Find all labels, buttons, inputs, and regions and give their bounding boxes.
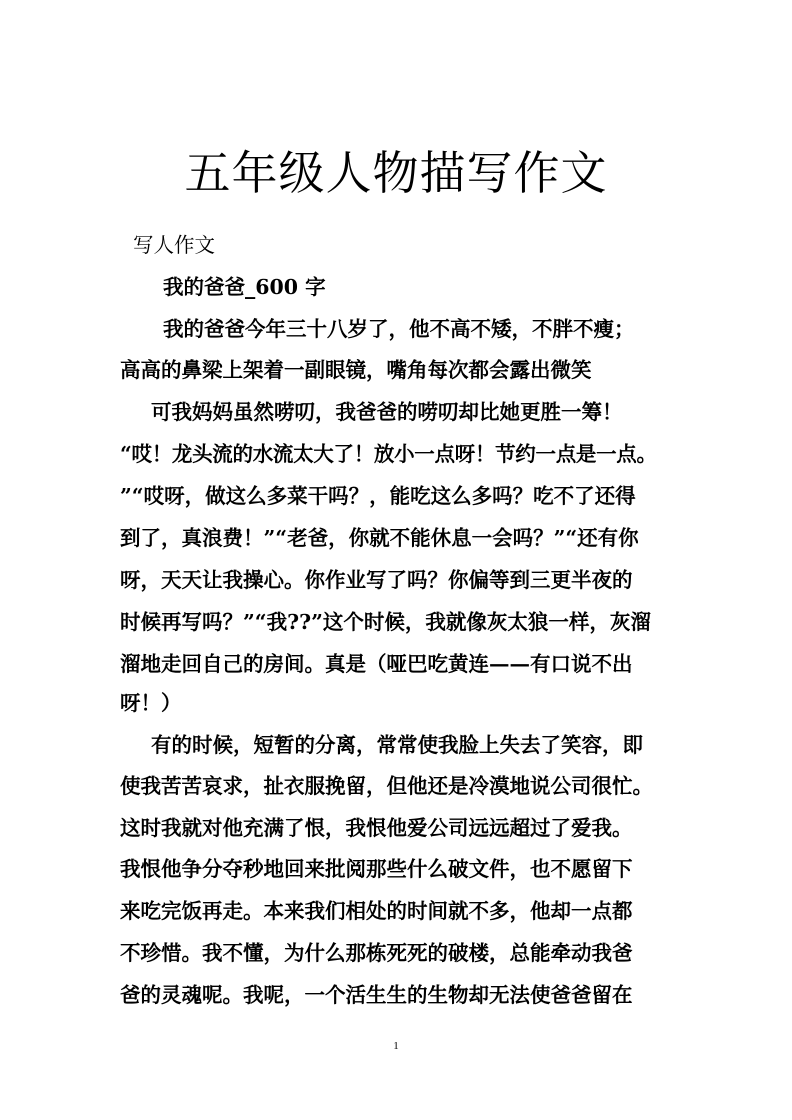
paragraph-line: 来吃完饭再走。本来我们相处的时间就不多，他却一点都	[120, 899, 633, 923]
paragraph-line: 呀！）	[120, 691, 182, 715]
paragraph-line: 这时我就对他充满了恨，我恨他爱公司远远超过了爱我。	[120, 816, 633, 840]
paragraph-line: 溜地走回自己的房间。真是（哑巴吃黄连——有口说不出	[120, 652, 633, 676]
paragraph-line: ”“哎呀，做这么多菜干吗？，能吃这么多吗？吃不了还得	[120, 484, 636, 508]
paragraph-line: 时候再写吗？”“我??”这个时候，我就像灰太狼一样，灰溜	[120, 610, 651, 634]
paragraph-line: 爸的灵魂呢。我呢，一个活生生的生物却无法使爸爸留在	[120, 983, 633, 1007]
essay-title: 我的爸爸_600 字	[163, 275, 326, 299]
paragraph-line: 使我苦苦哀求，扯衣服挽留，但他还是冷漠地说公司很忙。	[120, 774, 653, 798]
paragraph-line: 我的爸爸今年三十八岁了，他不高不矮，不胖不瘦；	[163, 317, 635, 341]
paragraph-line: 我恨他争分夺秒地回来批阅那些什么破文件，也不愿留下	[120, 857, 633, 881]
paragraph-line: “哎！龙头流的水流太大了！放小一点呀！节约一点是一点。	[120, 442, 657, 466]
category-heading: 写人作文	[133, 233, 215, 257]
paragraph-line: 不珍惜。我不懂，为什么那栋死死的破楼，总能牵动我爸	[120, 941, 633, 965]
paragraph-line: 高高的鼻梁上架着一副眼镜，嘴角每次都会露出微笑	[120, 358, 592, 382]
paragraph-line: 呀，天天让我操心。你作业写了吗？你偏等到三更半夜的	[120, 568, 633, 592]
paragraph-line: 可我妈妈虽然唠叨，我爸爸的唠叨却比她更胜一筹！	[151, 400, 623, 424]
paragraph-line: 到了，真浪费！”“老爸，你就不能休息一会吗？”“还有你	[120, 526, 639, 550]
document-title: 五年级人物描写作文	[184, 146, 608, 200]
page-number: 1	[393, 1040, 399, 1052]
paragraph-line: 有的时候，短暂的分离，常常使我脸上失去了笑容，即	[151, 733, 643, 757]
